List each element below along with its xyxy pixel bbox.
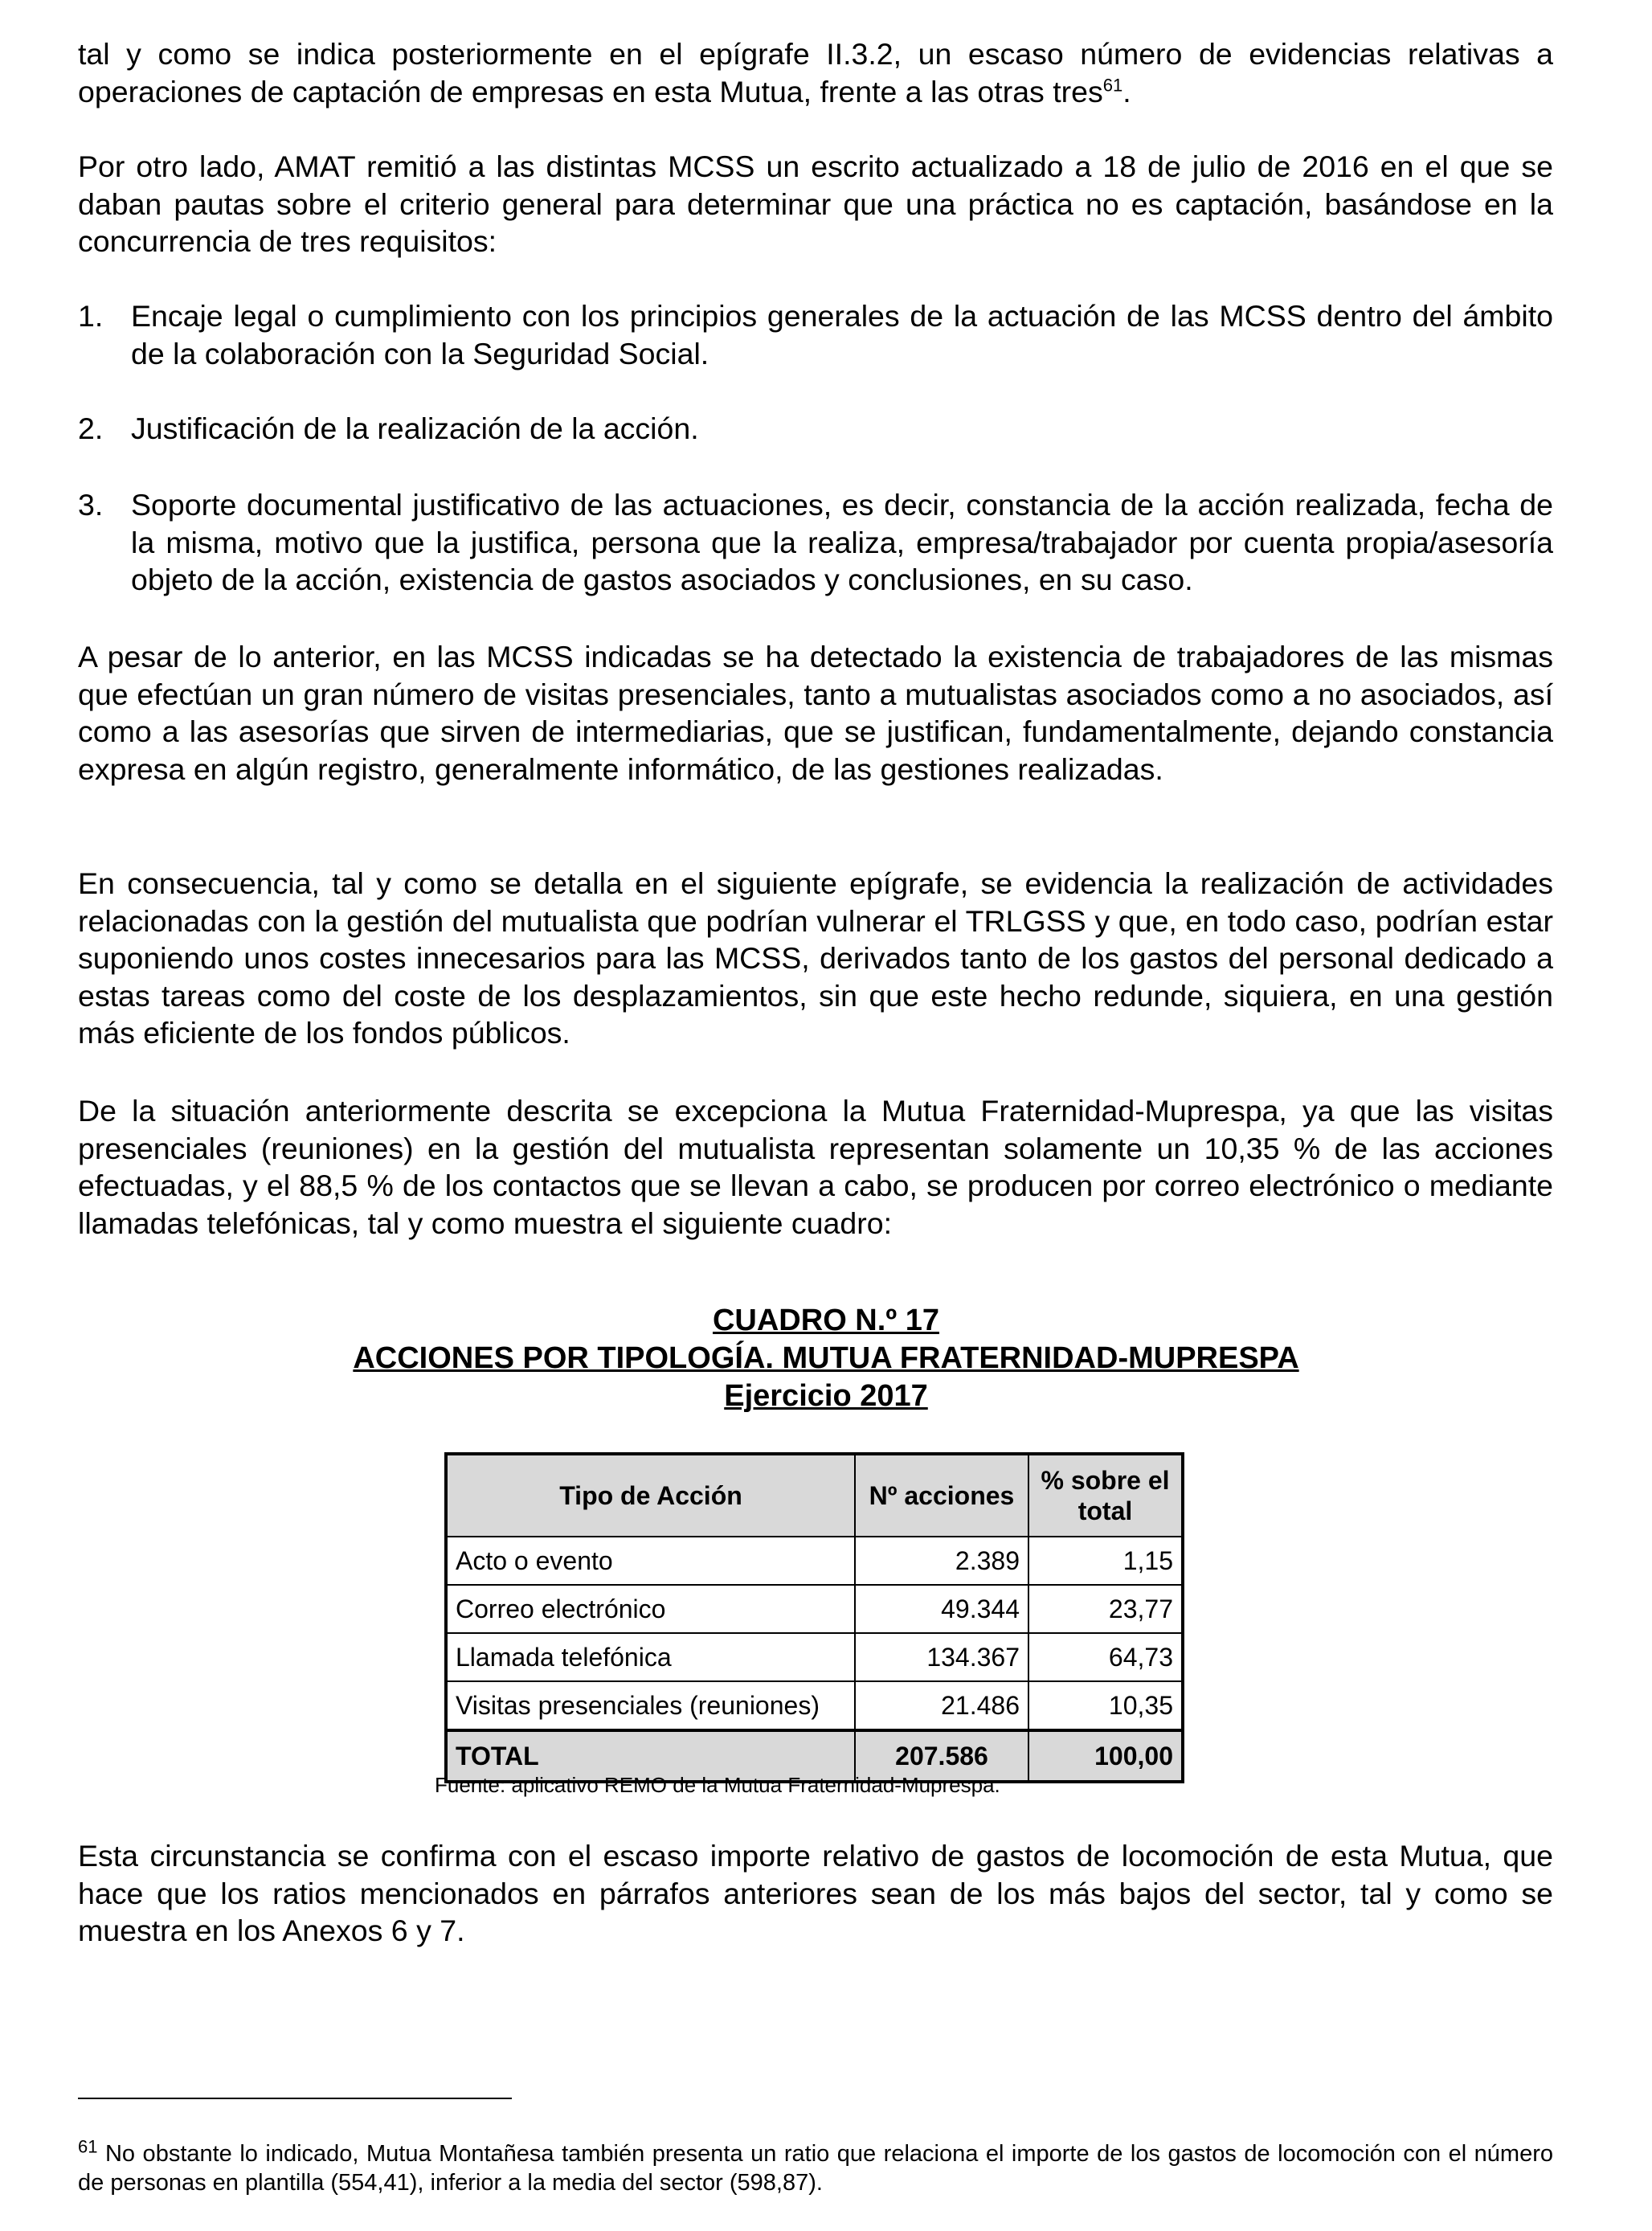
paragraph-end: .	[1122, 74, 1131, 108]
title-text: ACCIONES POR TIPOLOGÍA. MUTUA FRATERNIDAD-MUPRESPA	[353, 1341, 1299, 1375]
cell-acciones: 2.389	[855, 1537, 1028, 1585]
list-number: 3.	[78, 488, 104, 522]
table-row	[446, 1537, 1183, 1585]
list-text: Soporte documental justificativo de las actuaciones, es decir, constancia de la acción realizada, fecha de la misma, motivo que la justifica, persona que la realiza, empresa/trabajador por cuenta propia/asesoría objeto de la acción, existencia de gastos asociados y conclusiones, en su caso.	[131, 488, 1553, 596]
paragraph-confirmation: Esta circunstancia se confirma con el escaso importe relativo de gastos de locomoción de esta Mutua, que hace que los ratios mencionados en párrafos anteriores sean de los más bajos del sector, tal y como se muestra en los Anexos 6 y 7.	[78, 1839, 1553, 1947]
title-text: Ejercicio 2017	[724, 1379, 928, 1413]
header-porcentaje: % sobre el total	[1028, 1454, 1183, 1537]
header-tipo: Tipo de Acción	[446, 1454, 855, 1537]
table-row	[446, 1585, 1183, 1633]
table-subtitle	[0, 1377, 1652, 1414]
cell-total-acciones: 207.586	[855, 1730, 1028, 1782]
cell-acciones: 134.367	[855, 1633, 1028, 1681]
list-text: Encaje legal o cumplimiento con los principios generales de la actuación de las MCSS dentro del ámbito de la colaboración con la Seguridad Social.	[131, 299, 1553, 370]
cell-tipo: Llamada telefónica	[446, 1633, 855, 1681]
title-text: CUADRO N.º 17	[712, 1304, 940, 1337]
cell-acciones: 49.344	[855, 1585, 1028, 1633]
table-title-number	[0, 1302, 1652, 1339]
table-row	[446, 1633, 1183, 1681]
cell-tipo: Visitas presenciales (reuniones)	[446, 1681, 855, 1730]
cell-total-porcentaje: 100,00	[1028, 1730, 1183, 1782]
cell-acciones: 21.486	[855, 1681, 1028, 1730]
list-number: 2.	[78, 411, 104, 445]
footnote-ref[interactable]: 61	[1102, 75, 1123, 95]
table-header-row	[446, 1454, 1183, 1537]
actions-table	[444, 1452, 1184, 1783]
cell-total-label: TOTAL	[446, 1730, 855, 1782]
list-number: 1.	[78, 299, 104, 333]
cell-porcentaje: 64,73	[1028, 1633, 1183, 1681]
footnote	[78, 2136, 1553, 2197]
paragraph-amat: Por otro lado, AMAT remitió a las distintas MCSS un escrito actualizado a 18 de julio de 2016 en el que se daban pautas sobre el criterio general para determinar que una práctica no es captación, basándose en la concurrencia de tres requisitos:	[78, 149, 1553, 258]
header-acciones: Nº acciones	[855, 1454, 1028, 1537]
paragraph-continuation	[78, 35, 1553, 110]
list-item	[78, 486, 1553, 599]
cell-tipo: Acto o evento	[446, 1537, 855, 1585]
table-title	[0, 1340, 1652, 1377]
list-item	[78, 297, 1553, 372]
cell-porcentaje: 10,35	[1028, 1681, 1183, 1730]
footnote-number: 61	[78, 2136, 98, 2157]
paragraph-consequence: En consecuencia, tal y como se detalla en el siguiente epígrafe, se evidencia la realización de actividades relacionadas con la gestión del mutualista que podrían vulnerar el TRLGSS y que, en todo caso, podrían estar suponiendo unos costes innecesarios para las MCSS, derivados tanto de los gastos del personal dedicado a estas tareas como del coste de los desplazamientos, sin que este hecho redunde, siquiera, en una gestión más eficiente de los fondos públicos.	[78, 866, 1553, 1050]
footnote-divider	[78, 2098, 512, 2099]
paragraph-detection: A pesar de lo anterior, en las MCSS indicadas se ha detectado la existencia de trabajadores de las mismas que efectúan un gran número de visitas presenciales, tanto a mutualistas asociados como a no asociados, así como a las asesorías que sirven de intermediarias, que se justifican, fundamentalmente, dejando constancia expresa en algún registro, generalmente informático, de las gestiones realizadas.	[78, 640, 1553, 786]
table-source: Fuente: aplicativo REMO de la Mutua Fraternidad-Muprespa.	[435, 1773, 1000, 1797]
table-row	[446, 1681, 1183, 1730]
paragraph-text: tal y como se indica posteriormente en el epígrafe II.3.2, un escaso número de evidencias relativas a operaciones de captación de empresas en esta Mutua, frente a las otras tres	[78, 37, 1553, 108]
cell-porcentaje: 23,77	[1028, 1585, 1183, 1633]
footnote-text: No obstante lo indicado, Mutua Montañesa también presenta un ratio que relaciona el importe de los gastos de locomoción con el número de personas en plantilla (554,41), inferior a la media del sector (598,87).	[78, 2141, 1553, 2196]
paragraph-exception: De la situación anteriormente descrita se excepciona la Mutua Fraternidad-Muprespa, ya que las visitas presenciales (reuniones) en la gestión del mutualista representan solamente un 10,35 % de las acciones efectuadas, y el 88,5 % de los contactos que se llevan a cabo, se producen por correo electrónico o mediante llamadas telefónicas, tal y como muestra el siguiente cuadro:	[78, 1094, 1553, 1240]
cell-porcentaje: 1,15	[1028, 1537, 1183, 1585]
list-text: Justificación de la realización de la acción.	[131, 411, 699, 445]
cell-tipo: Correo electrónico	[446, 1585, 855, 1633]
list-item	[78, 410, 1553, 448]
